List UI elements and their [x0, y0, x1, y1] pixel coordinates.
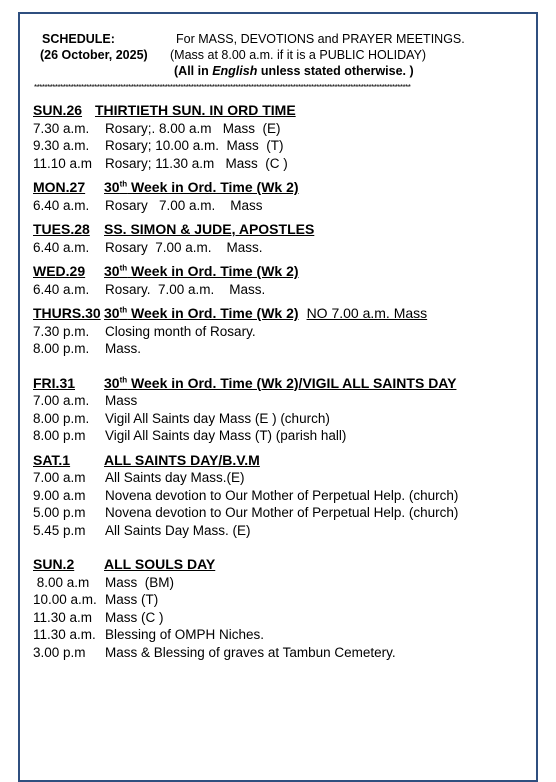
- item-time: 5.00 p.m: [33, 505, 86, 520]
- day-block: [33, 102, 513, 172]
- day-block: [33, 263, 513, 298]
- item-description: Mass: [105, 393, 138, 408]
- day-title: [104, 263, 299, 281]
- day-block: [33, 305, 513, 358]
- item-description: Vigil All Saints day Mass (T) (parish hall): [105, 428, 347, 443]
- header-line-2: (Mass at 8.00 a.m. if it is a PUBLIC HOLIDAY): [170, 48, 427, 62]
- day-title-number: 30: [104, 305, 120, 321]
- day-block: [33, 375, 513, 445]
- schedule-item: [33, 137, 513, 155]
- day-label: SUN.26: [33, 102, 83, 118]
- day-title: SS. SIMON & JUDE, APOSTLES: [104, 221, 315, 237]
- day-title-text: Week in Ord. Time (Wk 2): [127, 305, 299, 321]
- schedule-item: [33, 609, 513, 627]
- schedule-item: [33, 591, 513, 609]
- item-description: Closing month of Rosary.: [105, 323, 256, 339]
- item-time: 9.00 a.m: [33, 487, 86, 503]
- item-time: 6.40 a.m.: [33, 239, 90, 255]
- item-description: Novena devotion to Our Mother of Perpetual Help. (church): [105, 505, 459, 520]
- item-description: All Saints Day Mass. (E): [105, 522, 251, 538]
- day-heading: [33, 179, 513, 197]
- item-time: 6.40 a.m.: [33, 197, 90, 213]
- day-label: THURS.30: [33, 305, 101, 321]
- schedule-item: [33, 155, 513, 173]
- schedule-item: [33, 239, 513, 257]
- day-title: ALL SOULS DAY: [104, 556, 216, 572]
- day-block: [33, 452, 513, 540]
- schedule-item: [33, 392, 513, 410]
- day-title: [104, 305, 299, 323]
- star-divider: ************************************************************************************************************************************************: [34, 84, 411, 92]
- day-heading: [33, 305, 513, 323]
- item-time: 7.00 a.m: [33, 470, 86, 485]
- day-title-text: Week in Ord. Time (Wk 2): [127, 179, 299, 195]
- day-title-number: 30: [104, 374, 120, 391]
- item-description: Novena devotion to Our Mother of Perpetual Help. (church): [105, 487, 459, 503]
- schedule-item: [33, 197, 513, 215]
- schedule-item: [33, 427, 513, 445]
- item-time: 9.30 a.m.: [33, 138, 90, 153]
- day-heading: [33, 375, 513, 393]
- day-heading: [33, 221, 513, 239]
- item-description: Mass & Blessing of graves at Tambun Cemetery.: [105, 644, 396, 660]
- schedule-header: [40, 31, 510, 79]
- item-time: 5.45 p.m: [33, 522, 86, 538]
- item-description: Blessing of OMPH Niches.: [105, 627, 265, 642]
- header-line-3: [170, 63, 510, 79]
- day-block: [33, 556, 513, 661]
- item-time: 11.30 a.m: [33, 609, 93, 625]
- item-time: 8.00 p.m.: [33, 410, 90, 426]
- item-description: Mass (BM): [105, 574, 174, 590]
- item-time: 8.00 p.m: [33, 428, 86, 443]
- day-heading: [33, 556, 513, 574]
- item-description: Mass (C ): [105, 609, 164, 625]
- day-title-suffix: th: [119, 305, 128, 315]
- header-line-3-em: English: [212, 64, 258, 78]
- day-block: [33, 221, 513, 256]
- item-description: Rosary. 7.00 a.m. Mass.: [105, 281, 266, 297]
- item-description: Vigil All Saints day Mass (E ) (church): [105, 410, 330, 426]
- header-line-3-pre: (All in: [174, 64, 213, 78]
- schedule-item: [33, 469, 513, 487]
- item-description: Rosary 7.00 a.m. Mass.: [105, 239, 263, 255]
- day-label: MON.27: [33, 179, 86, 195]
- day-heading: [33, 102, 513, 120]
- item-description: Rosary; 11.30 a.m Mass (C ): [105, 155, 288, 171]
- item-time: 8.00 p.m.: [33, 341, 90, 356]
- day-title-suffix: th: [119, 179, 128, 189]
- item-time: 11.10 a.m: [33, 155, 93, 171]
- item-time: 11.30 a.m.: [33, 627, 96, 642]
- item-time: 3.00 p.m: [33, 644, 86, 660]
- day-label: TUES.28: [33, 221, 90, 237]
- schedule-item: [33, 504, 513, 522]
- item-time: 7.30 p.m.: [33, 323, 90, 339]
- schedule-item: [33, 410, 513, 428]
- day-block: [33, 179, 513, 214]
- day-heading: [33, 263, 513, 281]
- item-description: Rosary 7.00 a.m. Mass: [105, 197, 263, 213]
- schedule-item: [33, 574, 513, 592]
- schedule-item: [33, 487, 513, 505]
- schedule-list: [33, 102, 513, 668]
- item-time: 7.30 a.m.: [33, 120, 90, 136]
- item-description: Mass.: [105, 341, 142, 356]
- schedule-item: [33, 340, 513, 358]
- schedule-date: (26 October, 2025): [40, 48, 148, 62]
- item-time: 10.00 a.m.: [33, 592, 97, 607]
- schedule-item: [33, 281, 513, 299]
- day-title: [104, 179, 299, 197]
- schedule-label: SCHEDULE:: [42, 32, 115, 46]
- day-title-number: 30: [104, 263, 120, 279]
- day-title: ALL SAINTS DAY/B.V.M: [104, 451, 260, 468]
- day-title-text: Week in Ord. Time (Wk 2)/VIGIL ALL SAINTS DAY: [127, 374, 457, 391]
- schedule-item: [33, 626, 513, 644]
- day-title: [104, 375, 456, 393]
- day-label: SAT.1: [33, 451, 71, 468]
- schedule-item: [33, 323, 513, 341]
- header-line-1: For MASS, DEVOTIONS and PRAYER MEETINGS.: [176, 32, 465, 46]
- item-description: Mass (T): [105, 592, 159, 607]
- day-title-suffix: th: [119, 374, 128, 384]
- item-time: 7.00 a.m.: [33, 393, 90, 408]
- schedule-item: [33, 120, 513, 138]
- item-description: All Saints day Mass.(E): [105, 470, 245, 485]
- item-time: 8.00 a.m: [33, 574, 90, 590]
- item-description: Rosary; 10.00 a.m. Mass (T): [105, 138, 284, 153]
- day-title-suffix: th: [119, 263, 128, 273]
- item-description: Rosary;. 8.00 a.m Mass (E): [105, 120, 281, 136]
- day-title-text: Week in Ord. Time (Wk 2): [127, 263, 299, 279]
- day-heading: [33, 452, 513, 470]
- schedule-item: [33, 522, 513, 540]
- schedule-item: [33, 644, 513, 662]
- day-label: SUN.2: [33, 556, 75, 572]
- day-label: WED.29: [33, 263, 86, 279]
- day-note: NO 7.00 a.m. Mass: [306, 305, 428, 321]
- day-title-number: 30: [104, 179, 120, 195]
- day-label: FRI.31: [33, 374, 76, 391]
- item-time: 6.40 a.m.: [33, 281, 90, 297]
- day-title: THIRTIETH SUN. IN ORD TIME: [95, 102, 296, 118]
- header-line-3-post: unless stated otherwise. ): [257, 64, 414, 78]
